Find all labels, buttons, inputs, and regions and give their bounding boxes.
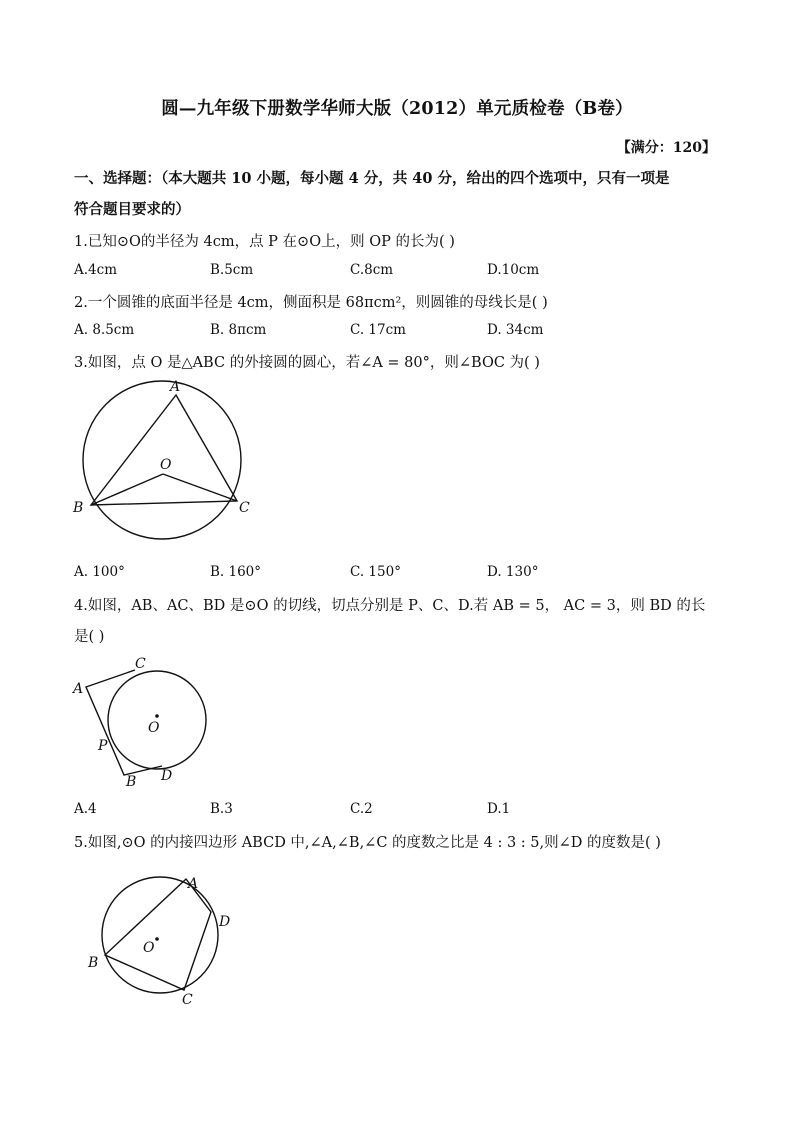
q4-label-o: O [148,720,160,736]
question-1: 1.已知⊙O的半径为 4cm，点 P 在⊙O上，则 OP 的长为( ) [74,234,455,250]
full-score-label: 【满分：120】 [616,140,716,156]
question-4: 4.如图，AB、AC、BD 是⊙O 的切线，切点分别是 P、C、D.若 AB = 5， AC = 3，则 BD 的长 [74,598,706,614]
q3-option-a[interactable]: A. 100° [74,564,125,580]
q5-label-a: A [188,876,199,892]
q3-label-c: C [239,500,250,516]
q5-circle [102,877,218,993]
question-5: 5.如图,⊙O 的内接四边形 ABCD 中,∠A,∠B,∠C 的度数之比是 4 : 3 : 5,则∠D 的度数是( ) [74,835,661,851]
q2-option-b[interactable]: B. 8πcm [210,322,267,338]
q5-label-c: C [182,992,193,1008]
q3-option-b[interactable]: B. 160° [210,564,262,580]
q2-option-d[interactable]: D. 34cm [487,322,544,338]
q5-label-b: B [88,955,99,971]
q1-option-a[interactable]: A.4cm [74,262,117,278]
q2-option-c[interactable]: C. 17cm [350,322,406,338]
q4-option-d[interactable]: D.1 [487,801,511,817]
q1-option-d[interactable]: D.10cm [487,262,540,278]
q4-label-d: D [161,768,173,784]
q2-option-a[interactable]: A. 8.5cm [74,322,135,338]
q5-label-d: D [219,914,231,930]
q4-option-b[interactable]: B.3 [210,801,233,817]
question-3: 3.如图，点 O 是△ABC 的外接圆的圆心，若∠A = 80°，则∠BOC 为( ) [74,355,540,371]
q5-quadrilateral-abcd [105,879,211,990]
section-heading: 一、选择题：（本大题共 10 小题，每小题 4 分，共 40 分，给出的四个选项中，只有一项是 [74,170,670,187]
q3-option-d[interactable]: D. 130° [487,564,539,580]
q4-option-a[interactable]: A.4 [74,801,97,817]
q4-option-c[interactable]: C.2 [350,801,373,817]
q5-label-o: O [143,940,155,956]
q1-option-c[interactable]: C.8cm [350,262,394,278]
q3-label-a: A [170,379,181,395]
question-2: 2.一个圆锥的底面半径是 4cm，侧面积是 68πcm²，则圆锥的母线长是( ) [74,295,548,311]
q3-option-c[interactable]: C. 150° [350,564,401,580]
q5-center-dot [155,937,159,941]
q4-label-p: P [98,738,108,754]
page-title: 圆—九年级下册数学华师大版（2012）单元质检卷（B卷） [161,99,633,119]
q4-label-b: B [126,774,137,790]
section-heading-cont: 符合题目要求的） [74,201,190,218]
q4-label-c: C [135,656,146,672]
q4-label-a: A [73,681,84,697]
q3-label-b: B [73,500,84,516]
question-4-cont: 是( ) [74,629,105,645]
q1-option-b[interactable]: B.5cm [210,262,254,278]
q3-label-o: O [160,457,172,473]
